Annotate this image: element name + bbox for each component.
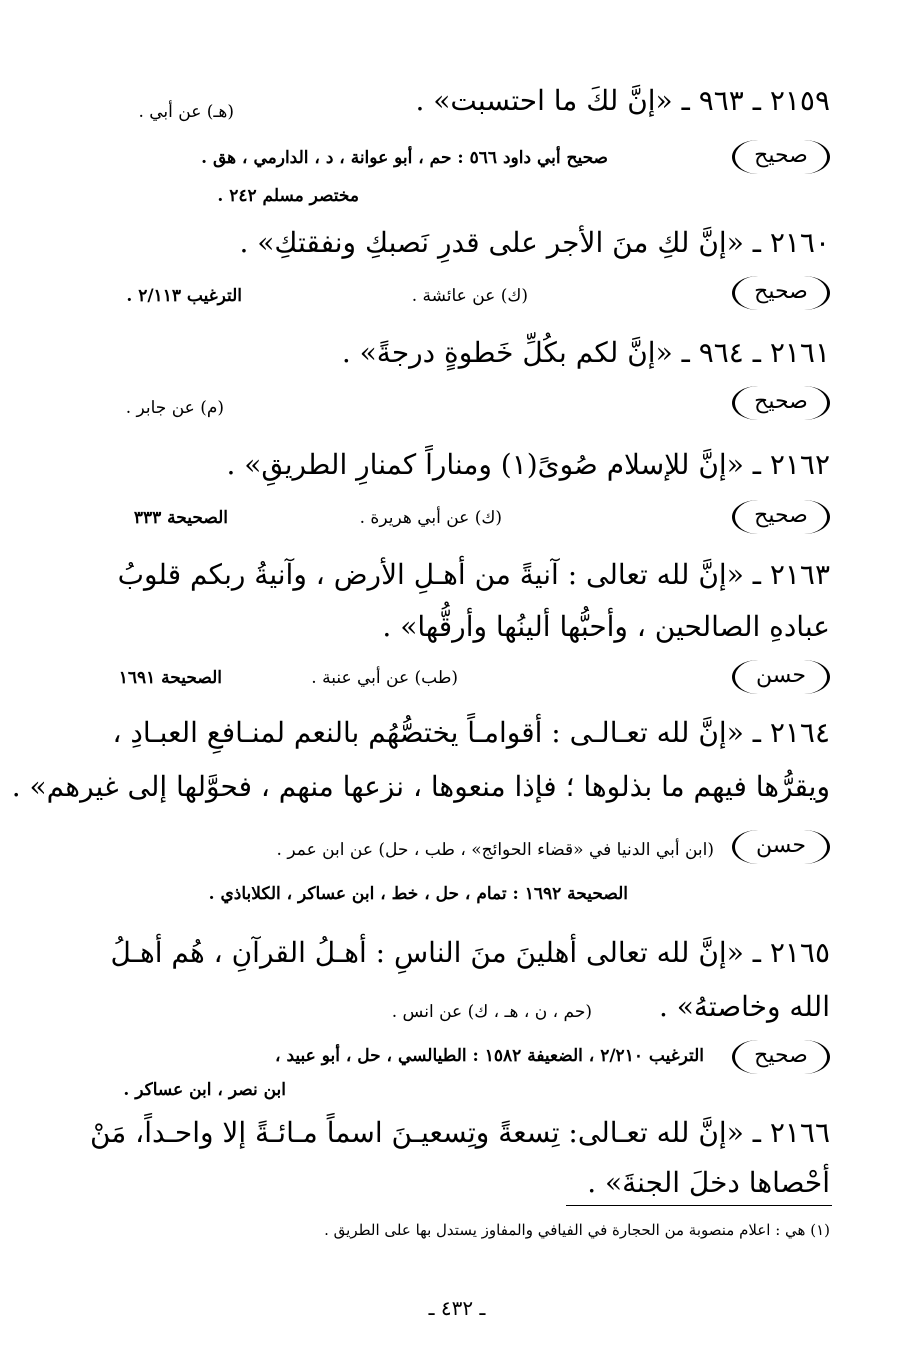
hadith-2163-text-line1: ٢١٦٣ ـ «إنَّ لله تعالى : آنيةً من أهـلِ الأرض ، وآنيةُ ربكم قلوبُ	[117, 558, 830, 591]
hadith-2163-text-line2: عبادهِ الصالحين ، وأحبُّها ألينُها وأرقُّها» .	[382, 610, 830, 643]
hadith-2159-reference-2: مختصر مسلم ٢٤٢ .	[217, 186, 359, 206]
hadith-2162-reference: الصحيحة ٣٣٣	[133, 508, 228, 528]
hadith-2159-source: (هـ) عن أبي .	[138, 102, 234, 122]
hadith-2162-text: ٢١٦٢ ـ «إنَّ للإسلام صُوىً(١) ومناراً كمنارِ الطريقِ» .	[226, 448, 830, 481]
hadith-2164-reference: الصحيحة ١٦٩٢ : تمام ، حل ، خط ، ابن عساكر ، الكلاباذي .	[208, 884, 628, 904]
hadith-2159-text: ٢١٥٩ ـ ٩٦٣ ـ «إنَّ لكَ ما احتسبت» .	[415, 84, 830, 117]
hadith-2163-grade: حسن	[732, 660, 830, 694]
hadith-2166-text-line2: أحْصاها دخلَ الجنةَ» .	[587, 1166, 830, 1199]
hadith-2160-text: ٢١٦٠ ـ «إنَّ لكِ منَ الأجر على قدرِ نَصبكِ ونفقتكِ» .	[239, 226, 830, 259]
hadith-2165-reference-2: ابن نصر ، ابن عساكر .	[123, 1080, 286, 1100]
hadith-2165-grade: صحيح	[732, 1040, 830, 1074]
hadith-2165-text-line1: ٢١٦٥ ـ «إنَّ لله تعالى أهلينَ منَ الناسِ : أهـلُ القرآنِ ، هُم أهـلُ	[110, 936, 830, 969]
footnote-divider	[566, 1205, 832, 1206]
hadith-2165-reference: الترغيب ٢/٢١٠ ، الضعيفة ١٥٨٢ : الطيالسي ، حل ، أبو عبيد ،	[275, 1046, 704, 1066]
hadith-2164-text-line1: ٢١٦٤ ـ «إنَّ لله تعـالـى : أقوامـاً يختصُّهُم بالنعم لمنـافعِ العبـادِ ،	[112, 716, 830, 749]
hadith-2165-text-line2: الله وخاصتهُ» .	[658, 990, 830, 1023]
hadith-2161-grade: صحيح	[732, 386, 830, 420]
hadith-2160-grade: صحيح	[732, 276, 830, 310]
hadith-2164-text-line2: ويقرُّها فيهم ما بذلوها ؛ فإذا منعوها ، نزعها منهم ، فحوَّلها إلى غيرهم» .	[11, 770, 830, 803]
hadith-2163-reference: الصحيحة ١٦٩١	[118, 668, 222, 688]
footnote: (١) هي : اعلام منصوبة من الحجارة في الفيافي والمفاوز يستدل بها على الطريق .	[324, 1221, 830, 1239]
hadith-2159-reference: صحيح أبي داود ٥٦٦ : حم ، أبو عوانة ، د ، الدارمي ، هق .	[201, 148, 608, 168]
hadith-2164-grade: حسن	[732, 830, 830, 864]
hadith-2159-grade: صحيح	[732, 140, 830, 174]
hadith-2164-source: (ابن أبي الدنيا في «قضاء الحوائج» ، طب ، حل) عن ابن عمر .	[276, 840, 714, 860]
hadith-2166-text-line1: ٢١٦٦ ـ «إنَّ لله تعـالى: تِسعةً وتِسعيـنَ اسماً مـائـةً إلا واحـداً، مَنْ	[89, 1116, 830, 1149]
hadith-2160-source: (ك) عن عائشة .	[411, 286, 528, 306]
hadith-2161-source: (م) عن جابر .	[125, 398, 224, 418]
page-number: ـ ٤٣٢ ـ	[428, 1296, 486, 1320]
hadith-2162-grade: صحيح	[732, 500, 830, 534]
hadith-2165-source: (حم ، ن ، هـ ، ك) عن انس .	[391, 1002, 592, 1022]
hadith-2163-source: (طب) عن أبي عنبة .	[311, 668, 458, 688]
hadith-2161-text: ٢١٦١ ـ ٩٦٤ ـ «إنَّ لكم بكُلِّ خَطوةٍ درجةً» .	[341, 336, 830, 369]
hadith-2160-reference: الترغيب ٢/١١٣ .	[126, 286, 242, 306]
hadith-2162-source: (ك) عن أبي هريرة .	[359, 508, 502, 528]
